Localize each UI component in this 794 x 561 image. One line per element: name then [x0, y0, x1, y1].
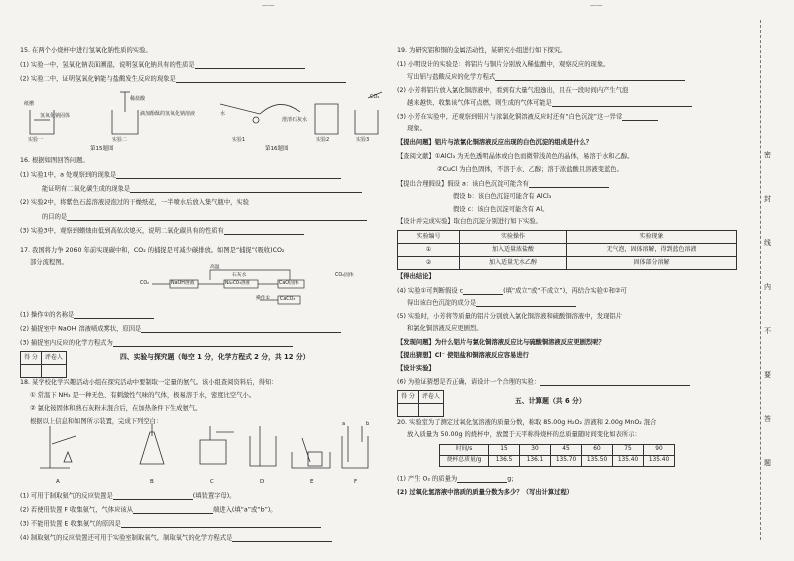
q17-line2: (2) 捕捉室中 NaOH 溶液喷成雾状，原因是: [20, 326, 341, 333]
q15-stem: 15. 在两个小烧杯中进行氢氧化钠性质的实验。: [20, 47, 152, 54]
seal-line: [760, 20, 761, 540]
q20-line1: (1) 产生 O₂ 的质量为 g；: [397, 475, 518, 483]
cell: 90: [644, 445, 675, 456]
q18-line4: (4) 制取氨气的反应装置还可用于实验室制取氧气，制取氧气的化学方程式是: [20, 535, 332, 542]
q17-line3: (3) 捕捉室内反应的化学方程式为: [20, 340, 293, 347]
top-mark-right: ——: [590, 2, 603, 9]
fig16-label-2: 实验1: [232, 137, 246, 143]
seal-char-0: 密: [764, 151, 771, 159]
table-row: [440, 445, 675, 456]
flow-label-4: Na₂CO₃溶液: [225, 281, 250, 286]
q19-stem: 19. 为研究铝和铜的金属活动性，某研究小组进行如下探究。: [397, 47, 567, 54]
section-4-title: 四、实验与探究题（每空 1 分，化学方程式 2 分，共 12 分）: [120, 353, 310, 361]
row1-id: ①: [398, 244, 460, 257]
q18-info-c: 根据以上信息和如图所示装置，完成下列空白：: [30, 418, 163, 425]
apparatus-label-E: E: [310, 479, 314, 485]
q20-line2: (2) 过氧化氢溶液中溶质的质量分数为多少？（写出计算过程）: [397, 489, 574, 496]
figure-15-16: [20, 90, 388, 154]
apparatus-label-C: C: [210, 479, 214, 485]
seal-char-7: 题: [764, 459, 771, 467]
q19-guess: 【提出猜想】Cl⁻ 使铝盐和铜溶液反应容易进行: [397, 352, 529, 359]
q19-c5: (6) 为验证猜想是否正确，请设计一个合理的实验：: [397, 379, 690, 386]
q19-hyp2: 假设 b：该白色沉淀可能含有 AlCl₃: [453, 193, 552, 200]
q16-line3: (2) 实验2中，将紫色石蕊溶液浸泡过的干燥纸花，一半喷水后放入集气瓶中，实验: [20, 199, 250, 206]
top-mark-left: ——: [262, 2, 275, 9]
q19-line5: (3) 小芳在实验中，还观察到铝片与浓氯化铜溶液反应时还有“白色沉淀”这一异常: [397, 114, 658, 121]
q16-stem: 16. 根据如图回答问题。: [20, 157, 89, 164]
flow-label-0: 高温: [210, 265, 220, 270]
table-row: [398, 244, 737, 257]
table-head-op: 实验操作: [460, 231, 567, 244]
cell: 136.1: [520, 456, 551, 467]
cell: 45: [551, 445, 582, 456]
q18-stem: 18. 某学校化学兴趣活动小组在探究活动中要制取一定量的氨气。该小组查阅资料后，得知：: [20, 379, 278, 386]
fig16-label-5: CO₂: [370, 94, 380, 100]
apparatus-label-A: A: [56, 479, 60, 485]
fig15-label-1: 氢氧化钠固体: [40, 113, 71, 119]
row2-result: 固体部分溶解: [567, 257, 737, 270]
row2-op: 加入适量无水乙醇: [460, 257, 567, 270]
table-row: [398, 257, 737, 270]
q19-hyp1: 【提出合理假设】假设 a：该白色沉淀可能含有: [397, 181, 609, 188]
fig15-label-2: 滴加酚酞的氢氧化钠溶液: [140, 111, 196, 117]
left-column: [20, 10, 388, 555]
q15-line2: (2) 实验二中，证明氢氧化钠能与盐酸发生反应的现象是: [20, 76, 346, 83]
score-box-left: [20, 351, 67, 378]
table-head-id: 实验编号: [398, 231, 460, 244]
cell: 136.5: [489, 456, 520, 467]
q19-c3: (5) 实验时，小芳将等质量的铝片分别放入氯化铜溶液和硫酸铜溶液中，发现铝片: [397, 313, 623, 320]
q18-info-b: ② 氯化铵固体和熟石灰粉末混合后，在加热条件下生成氨气。: [30, 405, 202, 412]
flow-label-5: CO₂: [140, 281, 150, 286]
apparatus-label-F: F: [354, 479, 358, 485]
fig16-label-0: 水: [220, 111, 226, 117]
q16-line5: (3) 实验3中，观察到蜡烛由低到高依次熄灭，说明二氧化碳具有的性质有: [20, 228, 304, 235]
cell: 30: [520, 445, 551, 456]
grader-label: 评卷人: [418, 391, 443, 404]
q19-c1: (4) 实验①可判断假设 c (填“成立”或“不成立”)，再结合实验①和②可: [397, 287, 627, 295]
cell: 烧杯总质量/g: [440, 456, 489, 467]
apparatus-label-a: a: [342, 421, 346, 427]
seal-char-5: 要: [764, 371, 771, 379]
q19-discover: 【发现问题】为什么铝片与氯化铜溶液反应比与硫酸铜溶液反应更剧烈呢？: [397, 339, 605, 346]
right-column: [397, 10, 752, 555]
q20-stem2: 放入质量为 50.00g 的烧杯中，放置于天平称得烧杯的总质量随时间变化如表所示：: [407, 431, 641, 438]
apparatus-label-D: D: [260, 479, 265, 485]
grader-label: 评卷人: [41, 352, 66, 365]
cell: 135.40: [613, 456, 644, 467]
q19-ref1: 【查阅文献】①AlCl₃ 为无色透明晶体或白色而微带浅黄色的晶体，易溶于水和乙醇。: [397, 153, 634, 160]
q19-question: 【提出问题】铝片与浓氯化铜溶液反应出现的白色沉淀的组成是什么？: [397, 139, 593, 146]
row2-id: ②: [398, 257, 460, 270]
q19-line4: 越来越快，收集该气体可点燃，则生成的气体可能是: [407, 100, 692, 107]
cell: 135.40: [644, 456, 675, 467]
q16-line4: 的目的是: [42, 214, 367, 221]
q17-stem: 17. 我国将力争 2060 年前实现碳中和，CO₂ 的捕捉是可减少碳排放。如图是“捕捉”(吸收)CO₂: [20, 247, 285, 254]
score-cell[interactable]: [398, 404, 419, 417]
seal-char-2: 线: [764, 239, 771, 247]
cell: 60: [582, 445, 613, 456]
cell: 135.50: [582, 456, 613, 467]
fig15-label-5: 实验二: [112, 137, 128, 143]
q19-c2: 得出该白色沉淀的成分是: [407, 300, 576, 307]
q15-line1: (1) 实验一中，氢氧化钠表面潮湿，说明氢氧化钠具有的性质是: [20, 62, 305, 69]
score-label: 得 分: [21, 352, 42, 365]
fig16-label-3: 实验2: [316, 137, 330, 143]
q16-line1: (1) 实验1中，a 处观察到的现象是: [20, 172, 341, 179]
flow-label-3: CaO固体: [279, 281, 299, 286]
flow-label-6: 操作①: [256, 296, 270, 301]
seal-char-1: 封: [764, 195, 771, 203]
q19-conclusion: 【得出结论】: [397, 273, 435, 280]
q20-stem: 20. 实验室为了测定过氧化氢溶液的质量分数，称取 85.00g H₂O₂ 溶液和 2.00g MnO₂ 混合: [397, 419, 657, 426]
grader-cell[interactable]: [41, 365, 66, 378]
fig16-caption: 第16题图: [265, 146, 289, 152]
q19-line2: 写出铝与盐酸反应的化学方程式: [407, 74, 685, 81]
score-label: 得 分: [398, 391, 419, 404]
cell: 135.70: [551, 456, 582, 467]
flow-label-7: CaCO₃: [280, 297, 296, 302]
seal-char-6: 答: [764, 415, 771, 423]
flow-label-2: 石灰水: [232, 273, 247, 278]
fig15-label-4: 实验一: [28, 137, 44, 143]
fig15-caption: 第15题图: [90, 146, 114, 152]
section-5-title: 五、计算题（共 6 分）: [515, 397, 586, 405]
grader-cell[interactable]: [418, 404, 443, 417]
row1-result: 无气泡，固体溶解，得到蓝色溶液: [567, 244, 737, 257]
apparatus-label-b: b: [366, 421, 370, 427]
q18-apparatus: [30, 422, 380, 478]
flow-label-1: NaOH溶液: [171, 281, 195, 286]
q20-mass-table: [439, 444, 675, 467]
score-box-right: [397, 390, 444, 417]
cell: 时间/s: [440, 445, 489, 456]
q18-info-a: ① 常温下 NH₃ 是一种无色、有刺激性气味的气体，极易溶于水，密度比空气小。: [30, 392, 256, 399]
q16-line2: 能证明有二氧化碳生成的现象是: [42, 186, 362, 193]
row1-op: 加入适量浓盐酸: [460, 244, 567, 257]
q19-hyp3: 假设 c：该白色沉淀可能含有 Al。: [453, 206, 549, 213]
fig15-label-0: 纸槽: [24, 101, 35, 107]
q18-line2: (2) 若使用装置 F 收集氨气，气体应该从 端进入(填“a”或“b”)。: [20, 506, 277, 514]
q19-design: 【设计并完成实验】取白色沉淀分别进行如下实验。: [397, 218, 542, 225]
seal-char-3: 内: [764, 283, 771, 291]
apparatus-label-B: B: [150, 479, 154, 485]
q19-line3: (2) 小芳将铝片放入氯化铜溶液中，看到有大量气泡逸出，且在一段时间内产生气泡: [397, 87, 629, 94]
q19-line6: 现象。: [407, 125, 426, 132]
q19-line1: (1) 小明设计的实验是：将铝片与铜片分别放入稀盐酸中，观察反应的现象。: [397, 61, 610, 68]
q17-flowchart: [150, 266, 350, 314]
score-cell[interactable]: [21, 365, 42, 378]
cell: 75: [613, 445, 644, 456]
cell: 15: [489, 445, 520, 456]
q17-line1: (1) 操作①的名称是: [20, 312, 154, 319]
q19-experiment-table: [397, 230, 737, 270]
fig15-label-3: 稀盐酸: [130, 96, 146, 102]
fig16-label-1: 澄清石灰水: [282, 117, 308, 123]
table-row: [440, 456, 675, 467]
fig16-label-4: 实验3: [356, 137, 370, 143]
q19-c4: 和氯化铜溶液反应更剧烈。: [407, 325, 483, 332]
q18-line1: (1) 可用于制取氨气的反应装置是 (填装置字母)。: [20, 492, 236, 500]
q17-stem2: 部分流程图。: [30, 259, 68, 266]
q19-ref2: ②CuCl 为白色固体，不溶于水、乙醇；溶于浓盐酸且溶液变蓝色。: [437, 166, 623, 173]
table-head-result: 实验现象: [567, 231, 737, 244]
q18-line3: (3) 不能用装置 E 收集氨气的原因是: [20, 521, 321, 528]
flow-label-8: CO₂固体: [335, 273, 354, 278]
seal-char-4: 不: [764, 327, 771, 335]
q19-design2: 【设计实验】: [397, 365, 435, 372]
